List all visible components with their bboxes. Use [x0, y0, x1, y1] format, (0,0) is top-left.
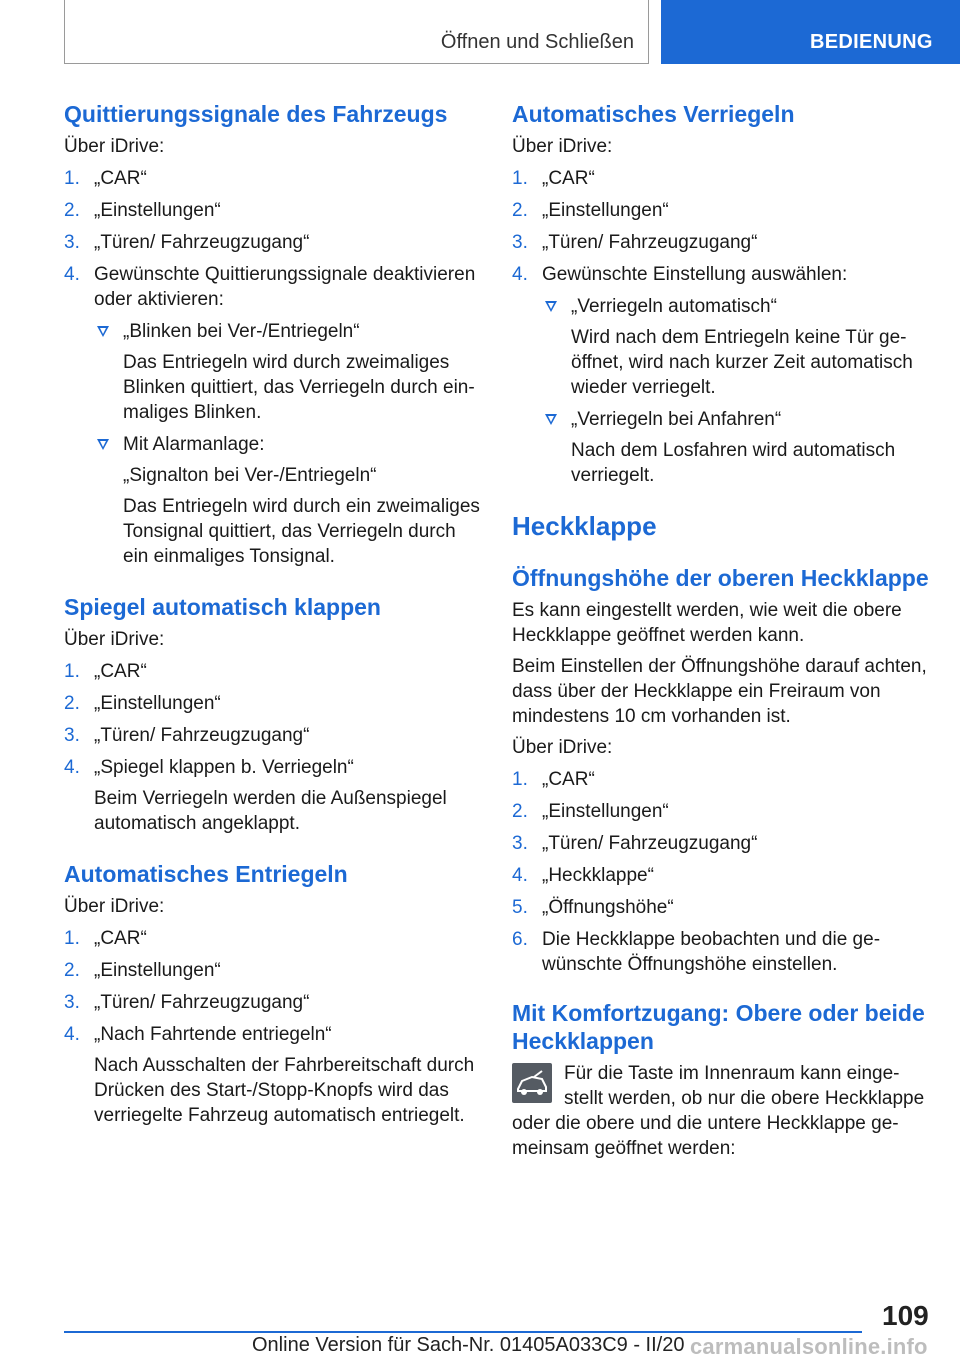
footer-divider [64, 1331, 862, 1333]
paragraph [512, 1061, 932, 1161]
list-item: 4. „Spiegel klappen b. Verriegeln“ Beim Verriegeln werden die Außenspiegel automatisch angeklappt. [64, 755, 484, 836]
header-chapter-box [64, 0, 649, 64]
right-column [512, 100, 932, 1161]
list-item: 1. „CAR“ [64, 661, 147, 682]
list-item: 2. „Einstellungen“ [512, 801, 669, 822]
section-title: Automatisches Verriegeln [512, 101, 795, 127]
watermark: carmanualsonline.info [690, 1334, 928, 1359]
intro-text: Über iDrive: [512, 737, 613, 758]
list-item: 3. „Türen/ Fahrzeugzugang“ [64, 232, 310, 253]
list-item: 4. „Nach Fahrtende entriegeln“ Nach Ausschalten der Fahrbereitschaft durch Drücken des Start-/Stopp-Knopfs wird das verriegelte Fahrzeug automatisch entriegelt. [64, 1022, 484, 1128]
list-item: 4. Gewünschte Quittierungssignale deaktivieren oder aktivieren: „Blinken bei Ver-/Entriegeln“ Das Entriegeln wird durch zweimaliges Blinken quittiert, das Verriegeln durch einmaliges Blinken. Mit Alarmanlage: „Signalton bei Ver-/Entriegeln“ Das Entriegeln wird durch ein zweimaliges Tonsignal quittiert, das Verriegeln durch ein einmaliges Tonsignal. [64, 262, 484, 569]
intro-text: Über iDrive: [64, 629, 165, 650]
list-item: 3. „Türen/ Fahrzeugzugang“ [64, 992, 310, 1013]
left-column [64, 100, 484, 1135]
triangle-bullet-icon [545, 414, 557, 425]
list-item: 5. „Öffnungshöhe“ [512, 897, 674, 918]
list-item: 4. „Heckklappe“ [512, 865, 654, 886]
steps-list [64, 926, 484, 1128]
header-section-title: BEDIENUNG [810, 31, 933, 53]
sub-item: Mit Alarmanlage: „Signalton bei Ver-/Entriegeln“ Das Entriegeln wird durch ein zweimaliges Tonsignal quittiert, das Verriegeln durch ein einmaliges Tonsignal. [94, 432, 484, 569]
steps-list [64, 166, 484, 569]
section-title: Öffnungshöhe der oberen Heckklappe [512, 565, 929, 591]
list-item: 4. Gewünschte Einstellung auswählen: „Verriegeln automatisch“ Wird nach dem Entriegeln keine Tür geöffnet, wird nach kurzer Zeit automatisch wieder verriegelt. „Verriegeln bei Anfahren“ Nach dem Losfahren wird automatisch verriegelt. [512, 262, 932, 488]
sub-item: „Verriegeln automatisch“ Wird nach dem Entriegeln keine Tür geöffnet, wird nach kurzer Zeit automatisch wieder verriegelt. [542, 294, 932, 400]
intro-text: Über iDrive: [64, 136, 165, 157]
section-title: Spiegel automatisch klappen [64, 594, 381, 620]
list-item: 3. „Türen/ Fahrzeugzugang“ [512, 833, 758, 854]
chapter-heading: Heckklappe [512, 511, 657, 541]
steps-list [512, 166, 932, 488]
list-item: 1. „CAR“ [512, 769, 595, 790]
paragraph: Beim Einstellen der Öffnungshöhe darauf achten, dass über der Heckklappe ein Freiraum von mindestens 10 cm vorhanden ist. [512, 656, 927, 727]
sub-item: „Blinken bei Ver-/Entriegeln“ Das Entriegeln wird durch zweimaliges Blinken quittiert, das Verriegeln durch einmaliges Blinken. [94, 319, 484, 425]
page-number: 109 [882, 1300, 929, 1331]
list-item: 2. „Einstellungen“ [64, 693, 221, 714]
steps-list [512, 767, 932, 977]
triangle-bullet-icon [97, 326, 109, 337]
paragraph-text: Für die Taste im Innenraum kann eingestellt werden, ob nur die obere Heckklappe oder die obere und die untere Heckklappe gemeinsam geöffnet werden: [512, 1063, 925, 1159]
triangle-bullet-icon [545, 301, 557, 312]
steps-list [64, 659, 484, 836]
sub-item: „Verriegeln bei Anfahren“ Nach dem Losfahren wird automatisch verriegelt. [542, 407, 932, 488]
list-item: 2. „Einstellungen“ [64, 960, 221, 981]
section-title: Automatisches Entriegeln [64, 861, 348, 887]
list-item: 1. „CAR“ [512, 168, 595, 189]
intro-text: Über iDrive: [512, 136, 613, 157]
section-title: Quittierungssignale des Fahrzeugs [64, 101, 448, 127]
list-item: 2. „Einstellungen“ [64, 200, 221, 221]
triangle-bullet-icon [97, 439, 109, 450]
list-item: 2. „Einstellungen“ [512, 200, 669, 221]
header-chapter-title: Öffnen und Schließen [440, 31, 634, 53]
note-text: Beim Verriegeln werden die Außenspiegel automatisch angeklappt. [94, 788, 447, 834]
section-title: Mit Komfortzugang: Obere oder beide Heckklappen [512, 1000, 925, 1054]
paragraph: Es kann eingestellt werden, wie weit die obere Heckklappe geöffnet werden kann. [512, 600, 902, 646]
list-item: 3. „Türen/ Fahrzeugzugang“ [64, 725, 310, 746]
list-item: 6. Die Heckklappe beobachten und die gewünschte Öffnungshöhe einstellen. [512, 929, 881, 975]
list-item: 1. „CAR“ [64, 168, 147, 189]
footer-version: Online Version für Sach-Nr. 01405A033C9 - II/20 [252, 1334, 685, 1356]
header-section-box [661, 0, 960, 64]
intro-text: Über iDrive: [64, 896, 165, 917]
note-text: Nach Ausschalten der Fahrbereitschaft durch Drücken des Start-/Stopp-Knopfs wird das verriegelte Fahrzeug automatisch entriegelt. [94, 1055, 475, 1126]
tailgate-button-icon [512, 1063, 552, 1103]
list-item: 3. „Türen/ Fahrzeugzugang“ [512, 232, 758, 253]
list-item: 1. „CAR“ [64, 928, 147, 949]
